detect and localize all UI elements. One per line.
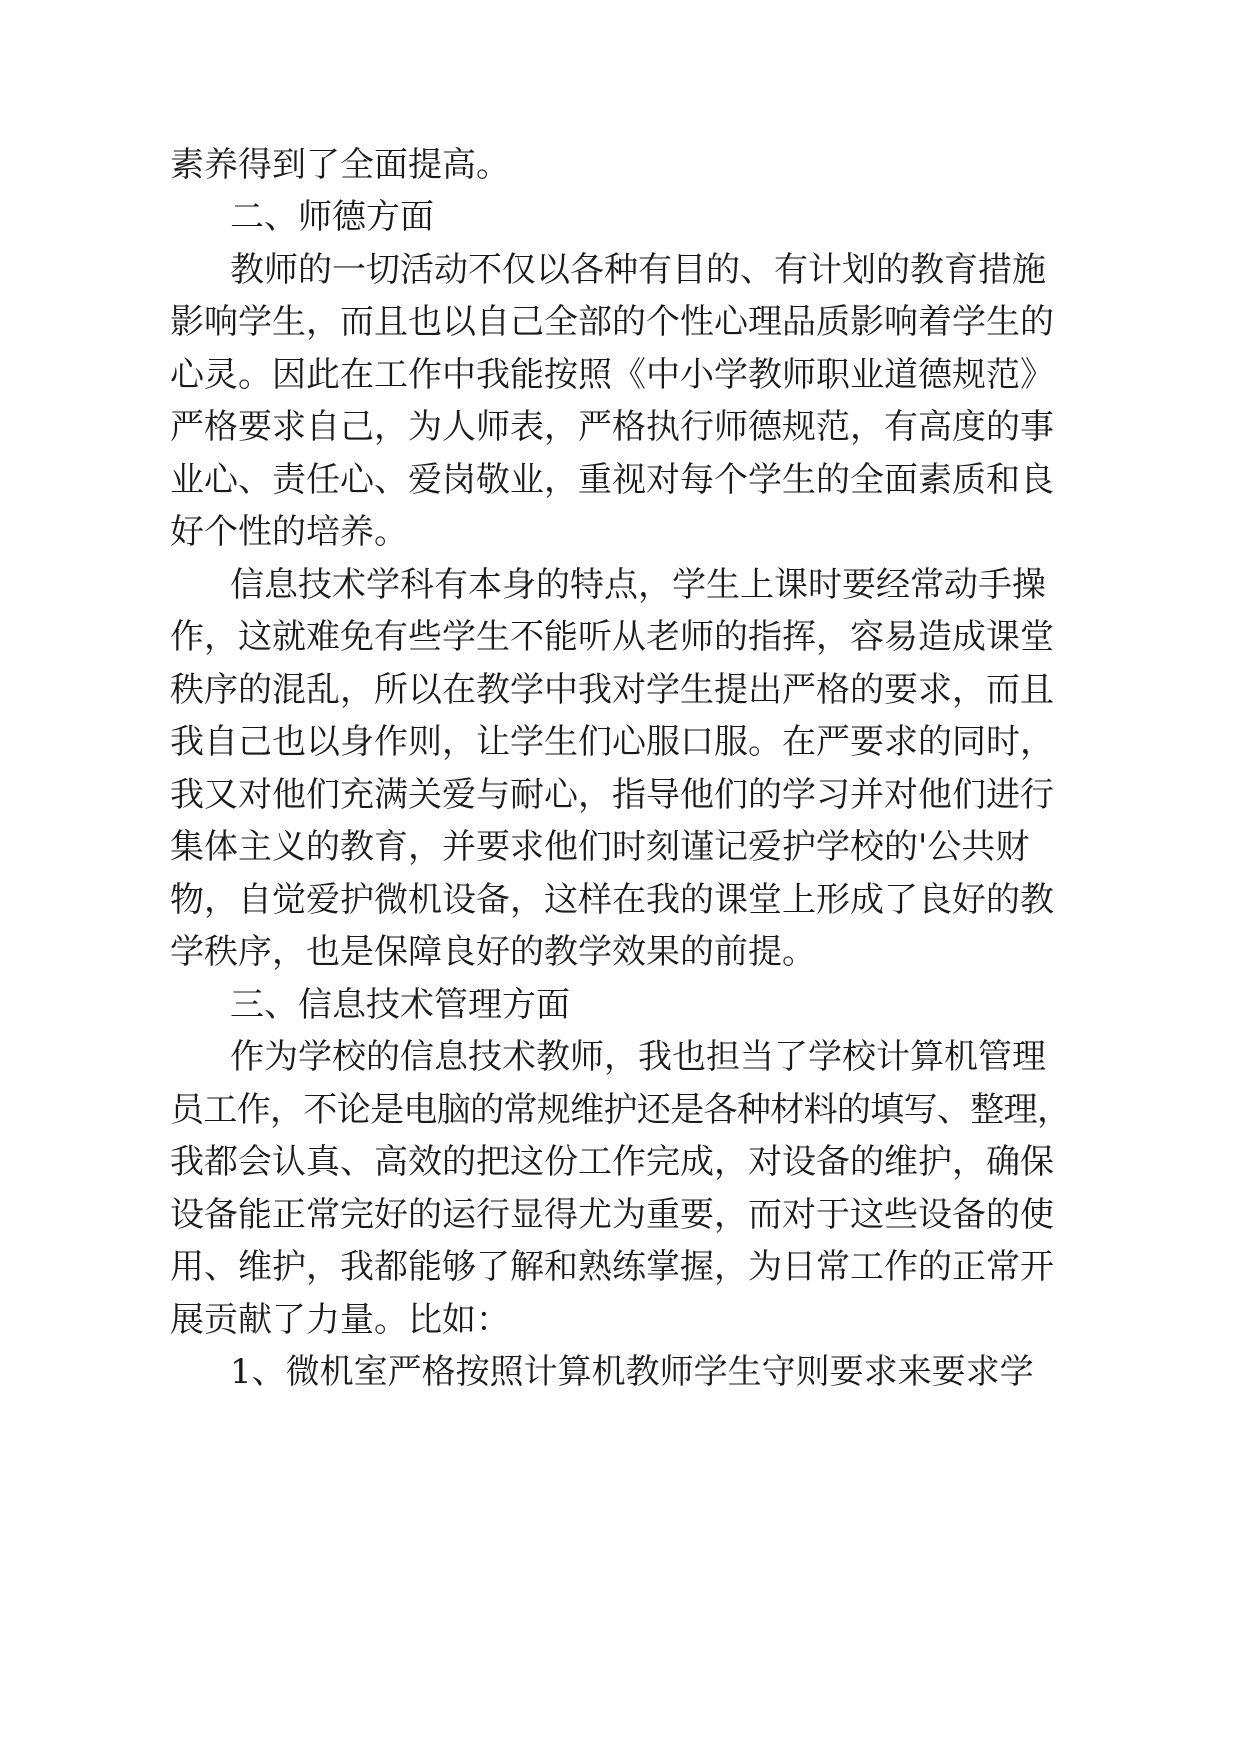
line-text: 作，这就难免有些学生不能听从老师的指挥，容易造成课堂 xyxy=(170,617,1054,657)
line-text: 二、师德方面 xyxy=(230,197,434,237)
text-line xyxy=(0,1080,1241,1140)
text-line xyxy=(0,345,1241,405)
line-text: 1、微机室严格按照计算机教师学生守则要求来要求学 xyxy=(230,1352,1034,1392)
text-line xyxy=(0,292,1241,352)
text-line xyxy=(0,502,1241,562)
text-line xyxy=(0,712,1241,772)
line-text: 展贡献了力量。比如： xyxy=(170,1300,510,1340)
line-text: 物，自觉爱护微机设备，这样在我的课堂上形成了良好的教 xyxy=(170,880,1054,920)
text-line xyxy=(0,660,1241,720)
text-line xyxy=(0,1132,1241,1192)
text-line xyxy=(0,240,1241,300)
line-text: 用、维护，我都能够了解和熟练掌握，为日常工作的正常开 xyxy=(170,1247,1054,1287)
text-line xyxy=(0,135,1241,195)
text-line xyxy=(0,765,1241,825)
line-text: 学秩序，也是保障良好的教学效果的前提。 xyxy=(170,932,816,972)
line-text: 素养得到了全面提高。 xyxy=(170,145,510,185)
text-line xyxy=(0,817,1241,877)
line-text: 三、信息技术管理方面 xyxy=(230,985,570,1025)
text-line xyxy=(0,555,1241,615)
text-line xyxy=(0,1185,1241,1245)
line-text: 我又对他们充满关爱与耐心，指导他们的学习并对他们进行 xyxy=(170,775,1054,815)
text-line xyxy=(0,607,1241,667)
text-line xyxy=(0,1237,1241,1297)
line-text: 员工作，不论是电脑的常规维护还是各种材料的填写、整理， xyxy=(170,1090,1071,1130)
line-text: 我自己也以身作则，让学生们心服口服。在严要求的同时， xyxy=(170,722,1054,762)
line-text: 集体主义的教育，并要求他们时刻谨记爱护学校的'公共财 xyxy=(170,827,1030,867)
line-text: 影响学生，而且也以自己全部的个性心理品质影响着学生的 xyxy=(170,302,1054,342)
line-text: 秩序的混乱，所以在教学中我对学生提出严格的要求，而且 xyxy=(170,670,1054,710)
line-text: 信息技术学科有本身的特点，学生上课时要经常动手操 xyxy=(230,565,1046,605)
text-line xyxy=(0,922,1241,982)
line-text: 设备能正常完好的运行显得尤为重要，而对于这些设备的使 xyxy=(170,1195,1054,1235)
line-text: 教师的一切活动不仅以各种有目的、有计划的教育措施 xyxy=(230,250,1046,290)
text-line xyxy=(0,397,1241,457)
text-line xyxy=(0,1027,1241,1087)
text-line xyxy=(0,1342,1241,1402)
text-line xyxy=(0,1290,1241,1350)
line-text: 我都会认真、高效的把这份工作完成，对设备的维护，确保 xyxy=(170,1142,1054,1182)
line-text: 严格要求自己，为人师表，严格执行师德规范，有高度的事 xyxy=(170,407,1054,447)
line-text: 业心、责任心、爱岗敬业，重视对每个学生的全面素质和良 xyxy=(170,460,1054,500)
text-line xyxy=(0,870,1241,930)
line-text: 作为学校的信息技术教师，我也担当了学校计算机管理 xyxy=(230,1037,1046,1077)
section-heading xyxy=(0,187,1241,247)
section-heading xyxy=(0,975,1241,1035)
line-text: 心灵。因此在工作中我能按照《中小学教师职业道德规范》 xyxy=(170,355,1054,395)
text-line xyxy=(0,450,1241,510)
line-text: 好个性的培养。 xyxy=(170,512,408,552)
